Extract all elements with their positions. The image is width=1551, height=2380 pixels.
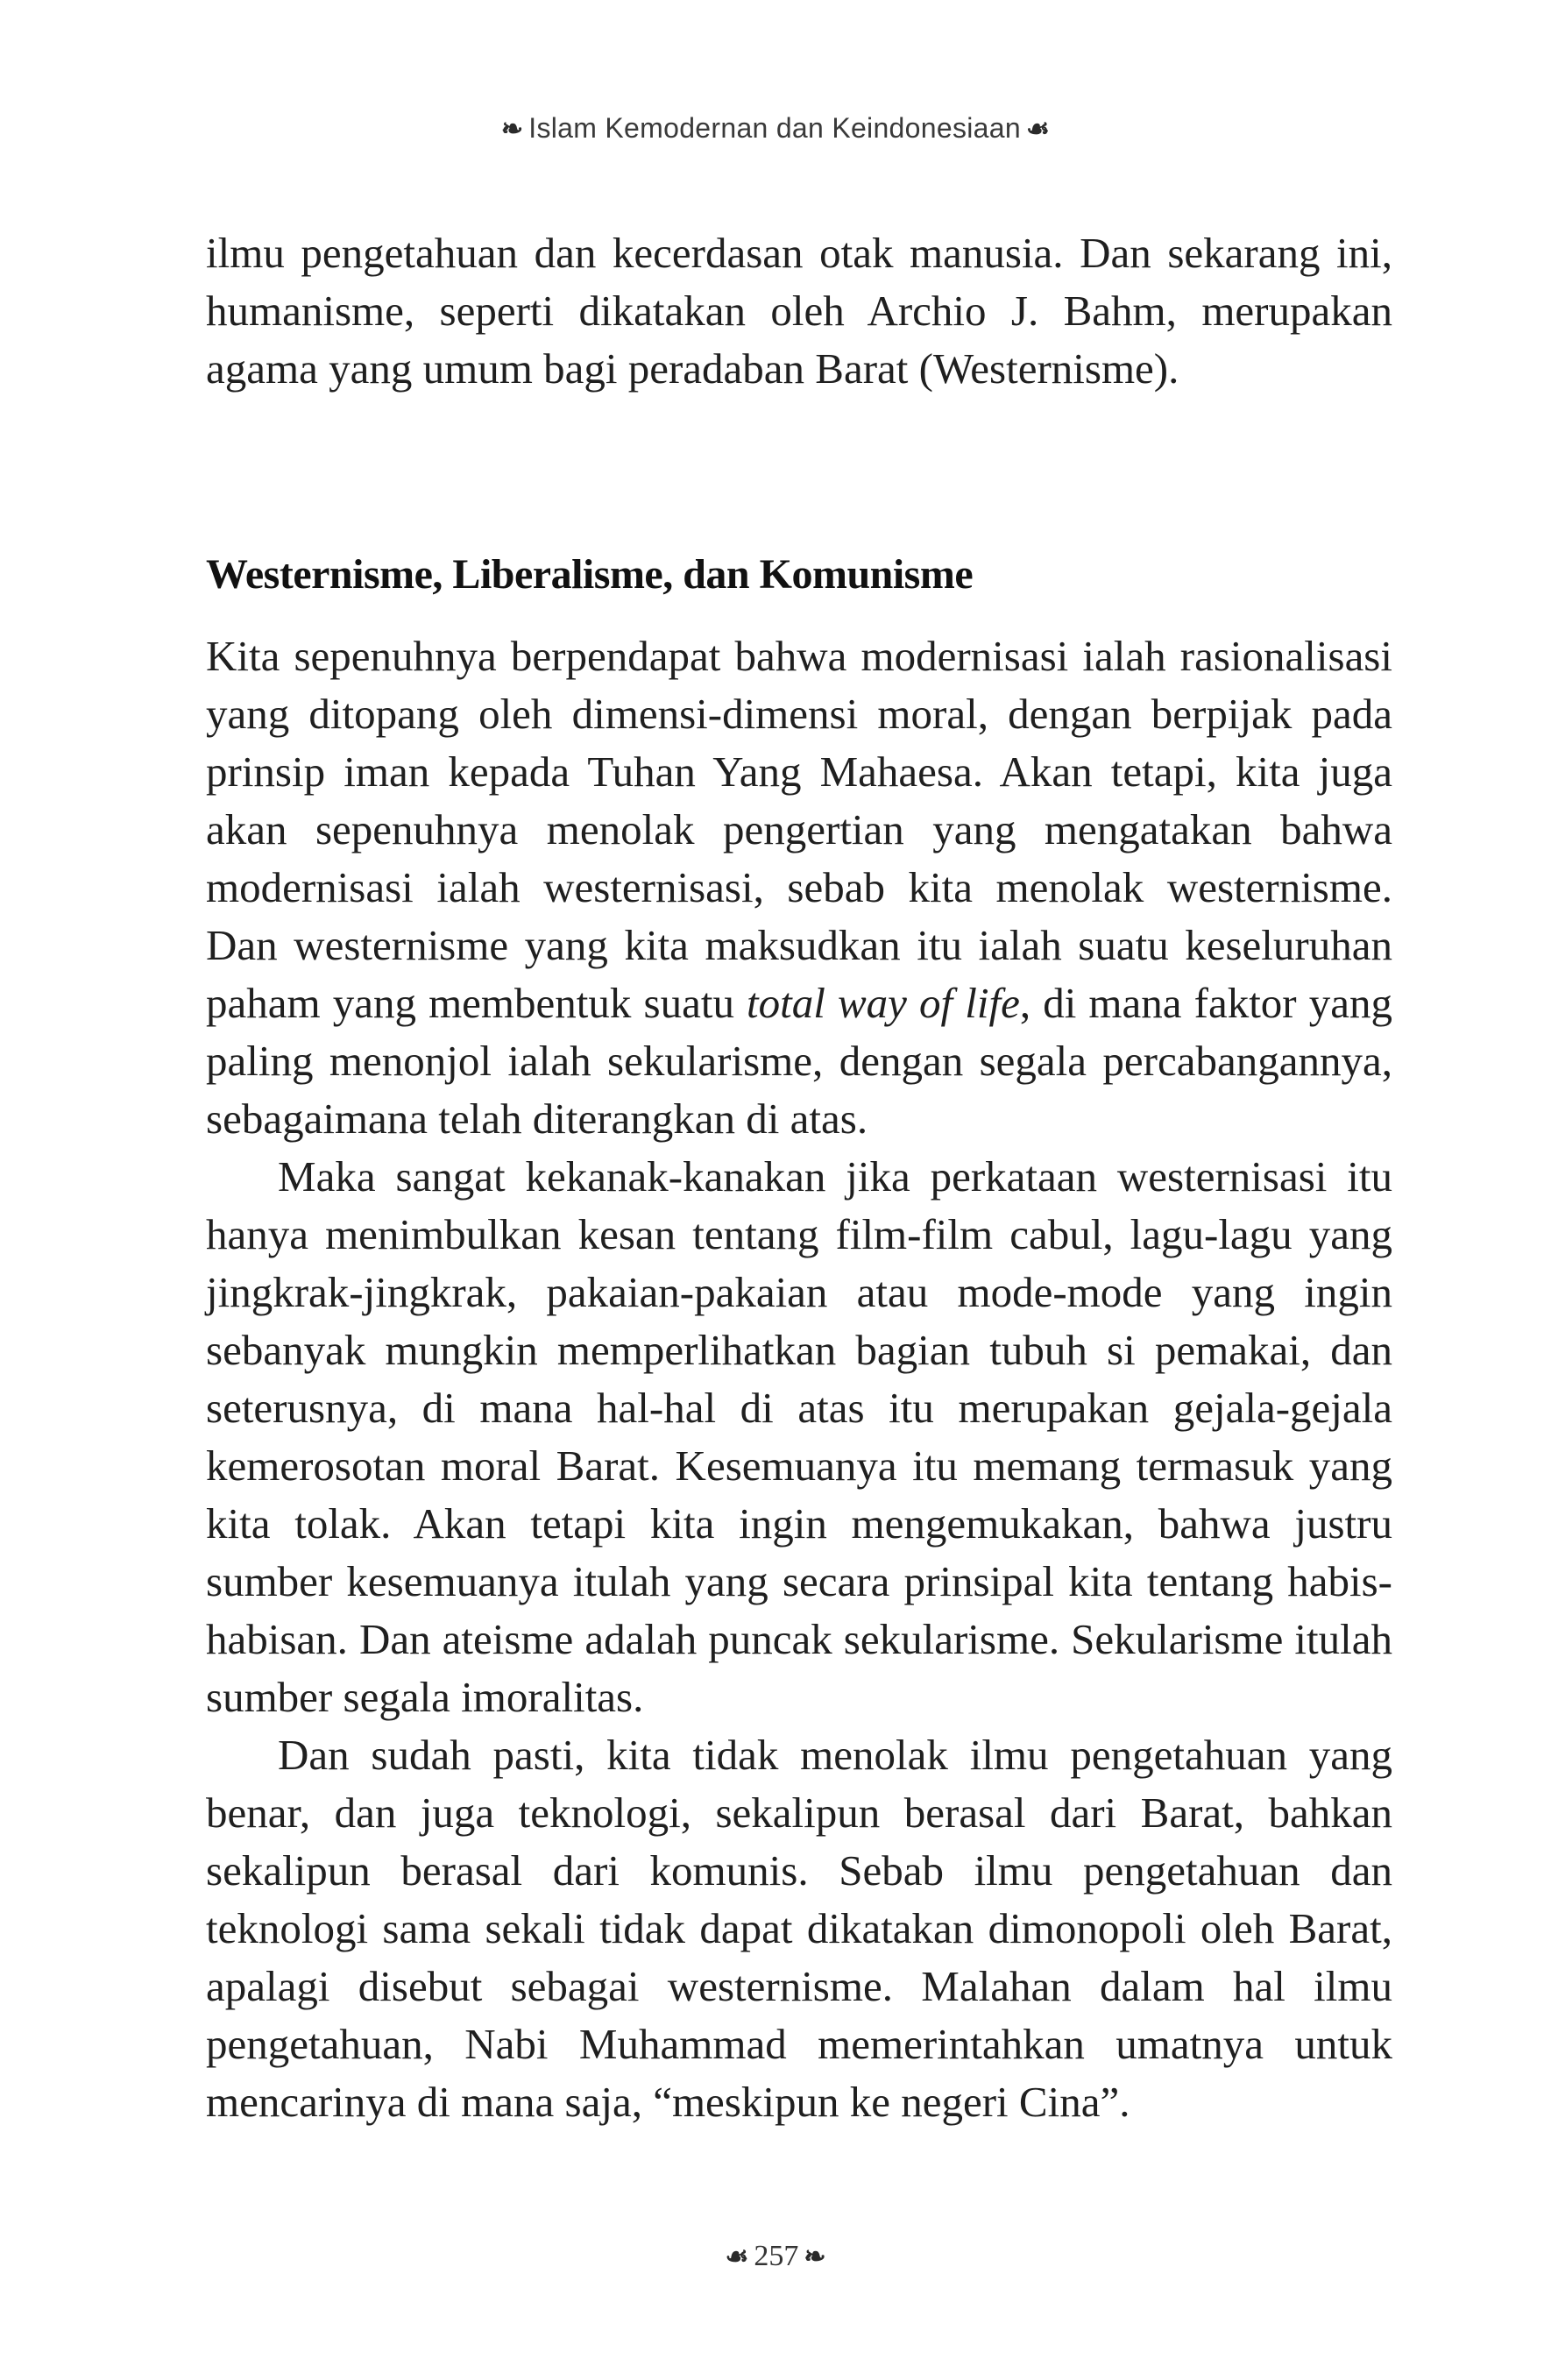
page-footer — [0, 2240, 1551, 2273]
paragraph-1 — [206, 627, 1392, 1148]
footer-right-ornament-icon: ❧ — [804, 2242, 826, 2272]
left-ornament-icon: ❧ — [500, 114, 524, 145]
section-heading: Westernisme, Liberalisme, dan Komunisme — [206, 550, 974, 598]
paragraph-3: Dan sudah pasti, kita tidak menolak ilmu pengetahuan yang benar, dan juga teknologi, sekalipun berasal dari Barat, bahkan sekalipun berasal dari komunis. Sebab ilmu pengetahuan dan teknologi sama sekali tidak dapat dikatakan dimonopoli oleh Barat, apalagi disebut sebagai westernisme. Malahan dalam hal ilmu pengetahuan, Nabi Muhammad memerintahkan umatnya untuk mencarinya di mana saja, “meskipun ke negeri Cina”. — [206, 1731, 1392, 2126]
paragraph-1-text-b: , di mana faktor yang paling menonjol ialah sekularisme, dengan segala percabangannya, sebagaimana telah diterangkan di atas. — [206, 979, 1392, 1143]
right-ornament-icon: ☙ — [1025, 114, 1051, 145]
paragraph-2: Maka sangat kekanak-kanakan jika perkataan westernisasi itu hanya menimbulkan kesan tentang film-film cabul, lagu-lagu yang jingkrak-jingkrak, pakaian-pakaian atau mode-mode yang ingin sebanyak mungkin memperlihatkan bagian tubuh si pemakai, dan seterusnya, di mana hal-hal di atas itu merupakan gejala-gejala kemerosotan moral Barat. Kesemuanya itu memang termasuk yang kita tolak. Akan tetapi kita ingin mengemukakan, bahwa justru sumber kesemuanya itulah yang secara prinsipal kita tentang habis-habisan. Dan ateisme adalah puncak sekularisme. Sekularisme itulah sumber segala imoralitas. — [206, 1152, 1392, 1721]
page-number: 257 — [754, 2240, 799, 2272]
paragraph-1-italic-phrase: total way of life — [747, 979, 1020, 1027]
intro-paragraph-block — [206, 224, 1392, 398]
footer-left-ornament-icon: ☙ — [725, 2242, 749, 2272]
section-body — [206, 627, 1392, 2131]
running-header — [0, 112, 1551, 145]
intro-paragraph: ilmu pengetahuan dan kecerdasan otak manusia. Dan sekarang ini, humanisme, seperti dikatakan oleh Archio J. Bahm, merupakan agama yang umum bagi peradaban Barat (Westernisme). — [206, 229, 1392, 393]
paragraph-1-text-a: Kita sepenuhnya berpendapat bahwa modernisasi ialah rasionalisasi yang ditopang oleh dimensi-dimensi moral, dengan berpijak pada prinsip iman kepada Tuhan Yang Mahaesa. Akan tetapi, kita juga akan sepenuhnya menolak pengertian yang mengatakan bahwa modernisasi ialah westernisasi, sebab kita menolak westernisme. Dan westernisme yang kita maksudkan itu ialah suatu keseluruhan paham yang membentuk suatu — [206, 632, 1392, 1027]
running-header-title: Islam Kemodernan dan Keindonesiaan — [528, 112, 1021, 144]
